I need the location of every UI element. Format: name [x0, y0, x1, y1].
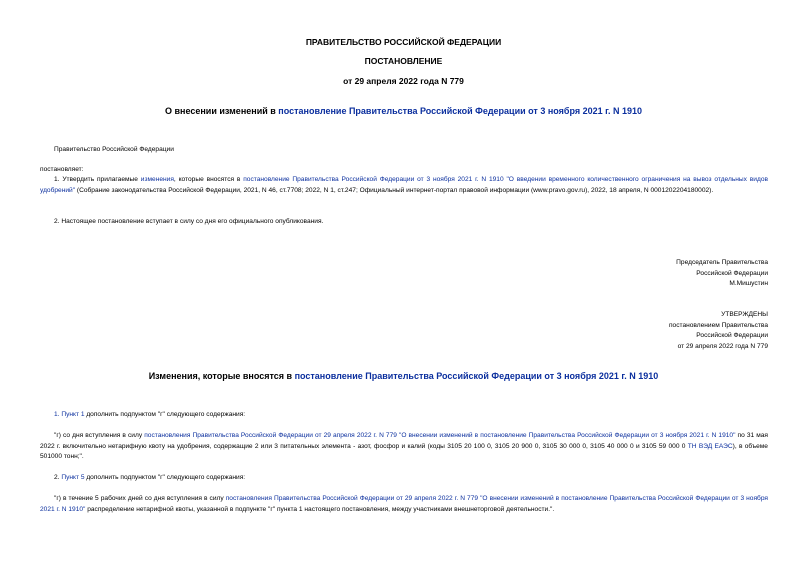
document-title — [0, 106, 807, 116]
item-1-quote — [40, 431, 768, 463]
item1-resolution-779-link[interactable]: постановления Правительства Российской Федерации от 29 апреля 2022 г. N 779 "О внесении изменений в постановление Правительства Российской Федерации от 3 ноября 2021 г. N 1910" — [144, 432, 736, 439]
doc-type-heading: ПОСТАНОВЛЕНИЕ — [364, 56, 443, 66]
signature-line-2: Российской Федерации — [696, 269, 768, 277]
item2-resolution-779-link[interactable]: постановления Правительства Российской Федерации от 29 апреля 2022 г. N 779 "О внесении изменений в постановление Правительства Российской Федерации от 3 ноября 2021 г. N 1910" — [40, 495, 768, 513]
item2-point-link[interactable]: Пункт 5 — [61, 474, 85, 481]
preamble-decrees: постановляет: — [40, 166, 84, 173]
item-2-quote — [40, 494, 768, 515]
item1-quote-text-1: "г) со дня вступления в силу — [54, 432, 145, 439]
changes-link[interactable]: изменения — [140, 176, 174, 183]
item1-text: дополнить подпунктом "г" следующего содержания: — [84, 411, 246, 418]
signature-name: М.Мишустин — [729, 280, 768, 287]
tn-ved-link[interactable]: ТН ВЭД ЕАЭС — [687, 442, 733, 450]
signature-block — [676, 258, 768, 290]
preamble-government: Правительство Российской Федерации — [54, 146, 174, 153]
changes-title — [0, 371, 807, 381]
item1-point-link[interactable]: 1. Пункт 1 — [54, 411, 85, 418]
paragraph-2: 2. Настоящее постановление вступает в силу со дня его официального опубликования. — [54, 218, 324, 225]
item2-text: дополнить подпунктом "г" следующего содержания: — [84, 474, 246, 481]
title-prefix: О внесении изменений в — [165, 106, 279, 116]
resolution-1910-link[interactable]: постановление Правительства Российской Федерации от 3 ноября 2021 г. N 1910 "О введении временного количественного ограничения на вывоз отдельных видов удобрений" — [40, 176, 768, 194]
para1-text-3: (Собрание законодательства Российской Федерации, 2021, N 46, ст.7708; 2022, N 1, ст.247; Официальный интернет-портал правовой информации (www.pravo.gov.ru), 2022, 18 апреля, N 0001202204180002). — [75, 186, 714, 194]
para1-text-2: , которые вносятся в — [173, 176, 244, 183]
item2-quote-text-1: "г) в течение 5 рабочих дней со дня вступления в силу — [54, 495, 226, 502]
org-heading: ПРАВИТЕЛЬСТВО РОССИЙСКОЙ ФЕДЕРАЦИИ — [305, 37, 502, 47]
item1-quote-text-3: ), в объеме 501000 тонн;". — [40, 442, 768, 460]
signature-line-1: Председатель Правительства — [676, 259, 768, 266]
approved-line-2: постановлением Правительства — [668, 321, 768, 329]
doc-date: от 29 апреля 2022 года N 779 — [343, 76, 464, 86]
paragraph-1 — [40, 175, 768, 196]
para1-text-1: 1. Утвердить прилагаемые — [54, 176, 141, 183]
item2-number: 2. — [54, 474, 62, 481]
title-link[interactable]: постановление Правительства Российской Федерации от 3 ноября 2021 г. N 1910 — [278, 106, 642, 116]
item-1 — [54, 410, 245, 421]
item-2 — [54, 473, 245, 484]
item1-quote-text-2: по 31 мая 2022 г. включительно нетарифную квоту на удобрения, содержащие 2 или 3 питательных элемента - азот, фосфор и калий (коды 3105 20 100 0, 3105 20 900 0, 3105 30 000 0, 3105 40 000 0 и 3105 59 000 0 — [40, 432, 769, 450]
changes-title-link[interactable]: постановление Правительства Российской Федерации от 3 ноября 2021 г. N 1910 — [294, 371, 659, 381]
approved-line-3: Российской Федерации — [696, 332, 768, 339]
approved-line-4: от 29 апреля 2022 года N 779 — [677, 342, 768, 350]
approved-line-1: УТВЕРЖДЕНЫ — [721, 311, 768, 318]
item2-quote-text-2: распределение нетарифной квоты, указанной в подпункте "г" пункта 1 настоящего постановления, между участниками внешнеторговой деятельности.". — [85, 505, 555, 513]
changes-title-prefix: Изменения, которые вносятся в — [148, 371, 295, 381]
approved-block — [669, 310, 768, 352]
